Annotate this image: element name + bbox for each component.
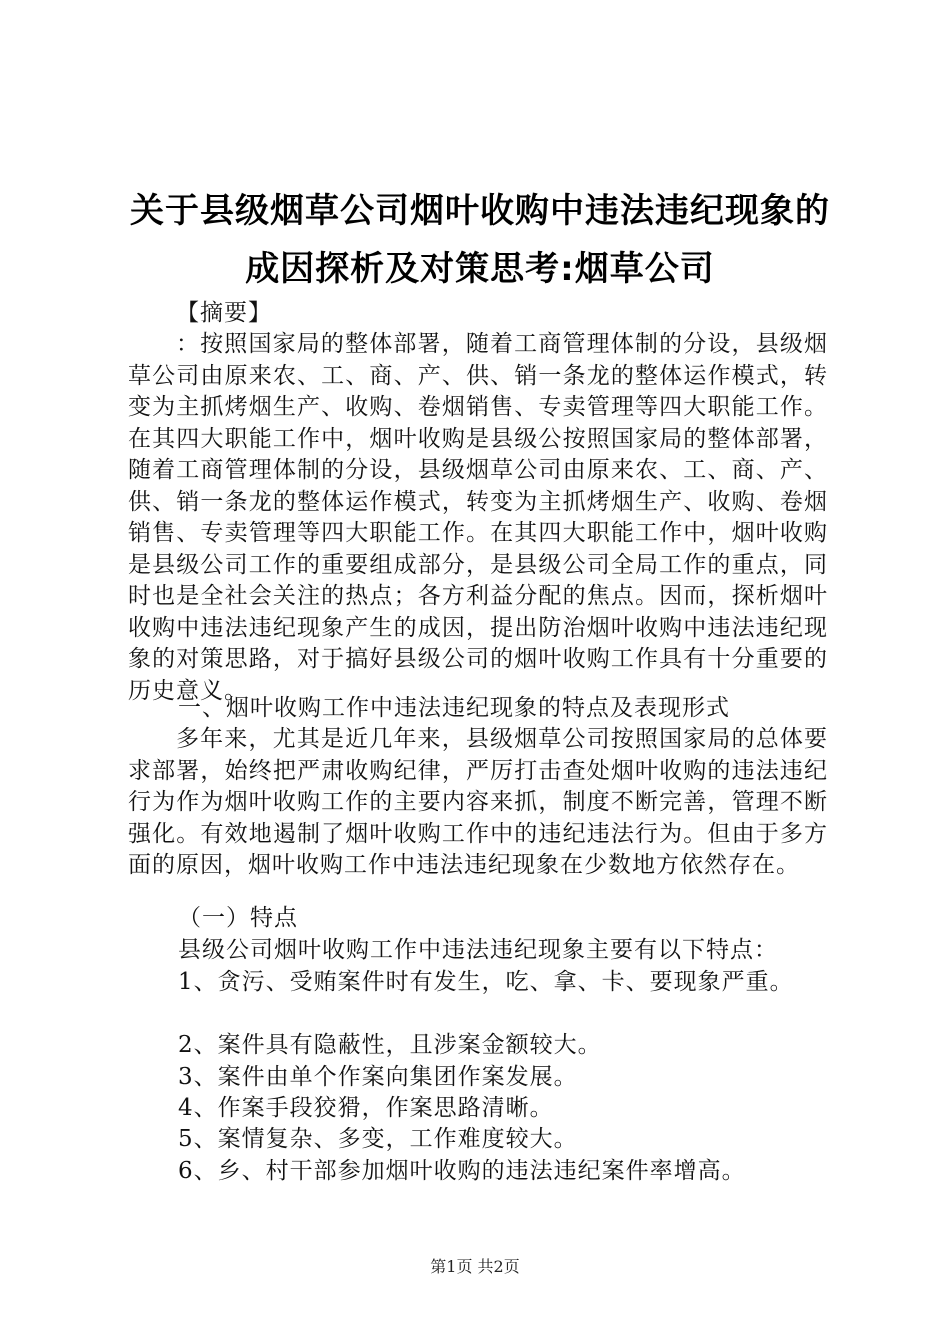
section-1-body [128,724,828,882]
document-title-line-1: 关于县级烟草公司烟叶收购中违法违纪现象的 [130,191,830,231]
abstract-label: 【摘要】 [176,300,272,326]
subsection-heading: （一）特点 [178,905,298,931]
section-1-paragraph: 多年来，尤其是近几年来，县级烟草公司按照国家局的总体要求部署，始终把严肃收购纪律，严厉打击查处烟叶收购的违法违纪行为作为烟叶收购工作的主要内容来抓，制度不断完善，管理不断强化。有效地遏制了烟叶收购工作中的违纪违法行为。但由于多方面的原因，烟叶收购工作中违法违纪现象在少数地方依然存在。 [128,726,828,878]
page-footer: 第1页 共2页 [430,1257,520,1276]
list-item: 6、乡、村干部参加烟叶收购的违法违纪案件率增高。 [178,1158,746,1184]
subsection-intro: 县级公司烟叶收购工作中违法违纪现象主要有以下特点： [178,937,778,963]
list-item: 5、案情复杂、多变，工作难度较大。 [178,1126,578,1152]
abstract-paragraph: ：按照国家局的整体部署，随着工商管理体制的分设，县级烟草公司由原来农、工、商、产、供、销一条龙的整体运作模式，转变为主抓烤烟生产、收购、卷烟销售、专卖管理等四大职能工作。在其四大职能工作中，烟叶收购是县级公按照国家局的整体部署，随着工商管理体制的分设，县级烟草公司由原来农、工、商、产、供、销一条龙的整体运作模式，转变为主抓烤烟生产、收购、卷烟销售、专卖管理等四大职能工作。在其四大职能工作中，烟叶收购是县级公司工作的重要组成部分，是县级公司全局工作的重点，同时也是全社会关注的热点；各方利益分配的焦点。因而，探析烟叶收购中违法违纪现象产生的成因，提出防治烟叶收购中违法违纪现象的对策思路，对于搞好县级公司的烟叶收购工作具有十分重要的历史意义。 [128,331,828,704]
document-title-line-2: 成因探析及对策思考:烟草公司 [245,249,715,289]
list-item: 3、案件由单个作案向集团作案发展。 [178,1064,578,1090]
abstract-body [128,329,828,707]
list-item: 4、作案手段狡猾，作案思路清晰。 [178,1095,554,1121]
section-1-heading: 一、烟叶收购工作中违法违纪现象的特点及表现形式 [178,695,730,721]
list-item: 1、贪污、受贿案件时有发生，吃、拿、卡、要现象严重。 [178,969,794,995]
list-item: 2、案件具有隐蔽性，且涉案金额较大。 [178,1032,602,1058]
